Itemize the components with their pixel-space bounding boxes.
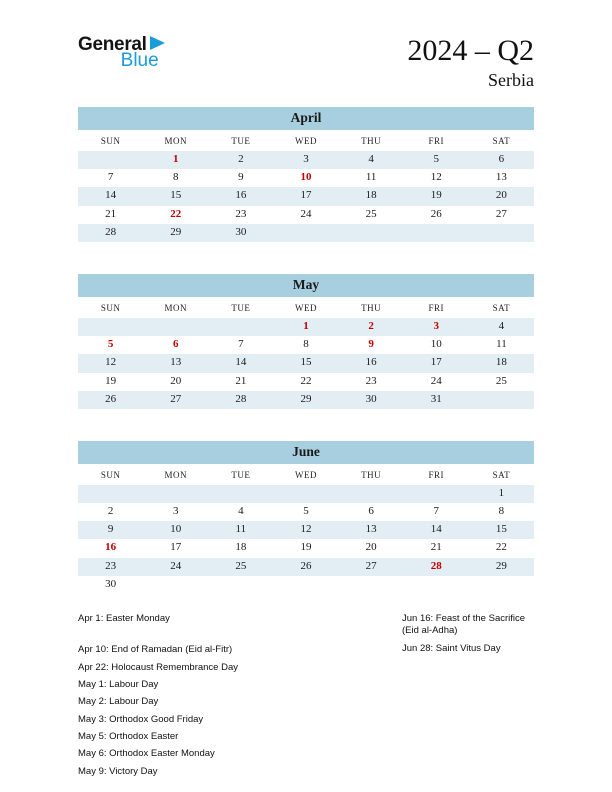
week-row <box>78 503 534 521</box>
day-june-21: 21 <box>430 541 442 554</box>
day-june-9: 9 <box>107 523 114 536</box>
logo-text-general: General <box>78 33 147 55</box>
day-june-19: 19 <box>300 541 312 554</box>
day-april-10: 10 <box>300 171 312 184</box>
page-subtitle: Serbia <box>488 70 534 90</box>
holiday-list <box>78 613 534 783</box>
month-may <box>78 274 534 409</box>
day-april-3: 3 <box>303 153 309 165</box>
week-row <box>78 391 534 409</box>
day-may-15: 15 <box>300 356 312 369</box>
day-june-24: 24 <box>170 559 182 572</box>
day-empty <box>339 224 404 242</box>
week-row <box>78 206 534 224</box>
day-header-tue: TUE <box>231 302 251 313</box>
day-june-30: 30 <box>105 577 117 590</box>
day-may-7: 7 <box>238 338 244 351</box>
day-may-30: 30 <box>365 392 377 405</box>
day-june-3: 3 <box>172 505 179 518</box>
day-may-20: 20 <box>170 374 182 387</box>
day-may-29: 29 <box>300 392 312 405</box>
day-april-6: 6 <box>498 153 505 165</box>
day-april-29: 29 <box>170 225 182 238</box>
day-may-25: 25 <box>495 374 507 387</box>
week-row <box>78 521 534 539</box>
day-may-10: 10 <box>430 338 442 351</box>
week-row <box>78 485 534 503</box>
day-empty <box>273 224 338 242</box>
month-title-june: June <box>78 441 534 464</box>
day-june-28: 28 <box>430 559 442 572</box>
day-june-5: 5 <box>303 505 309 518</box>
day-header-wed: WED <box>294 469 317 480</box>
day-may-23: 23 <box>365 374 377 387</box>
day-april-30: 30 <box>235 225 247 238</box>
months-container <box>78 107 534 594</box>
day-header-thu: THU <box>361 136 382 146</box>
day-june-18: 18 <box>235 541 247 554</box>
day-may-5: 5 <box>107 338 114 351</box>
day-may-13: 13 <box>170 356 182 369</box>
day-april-18: 18 <box>365 189 377 202</box>
day-june-10: 10 <box>170 523 182 536</box>
day-june-1: 1 <box>498 486 505 499</box>
day-april-14: 14 <box>105 189 117 202</box>
day-april-16: 16 <box>235 189 247 202</box>
day-empty <box>208 576 273 594</box>
day-header-tue: TUE <box>231 136 251 146</box>
holiday-item: Jun 28: Saint Vitus Day <box>402 642 501 654</box>
day-empty <box>273 485 338 503</box>
day-april-15: 15 <box>170 189 182 202</box>
day-empty <box>273 576 338 594</box>
day-april-24: 24 <box>300 207 312 220</box>
weekday-header-row <box>78 130 534 151</box>
holiday-item: Jun 16: Feast of the Sacrifice (Eid al-Adha) <box>402 613 526 637</box>
day-june-7: 7 <box>433 505 440 518</box>
day-header-fri: FRI <box>428 302 445 313</box>
day-april-22: 22 <box>170 207 182 220</box>
day-empty <box>469 576 534 594</box>
day-april-25: 25 <box>365 207 377 220</box>
week-row <box>78 558 534 576</box>
day-april-1: 1 <box>172 153 179 165</box>
day-header-sun: SUN <box>100 302 121 313</box>
day-header-mon: MON <box>164 136 187 146</box>
day-june-23: 23 <box>105 559 117 572</box>
week-row <box>78 187 534 205</box>
day-june-25: 25 <box>235 559 247 572</box>
day-april-8: 8 <box>172 171 179 184</box>
week-row <box>78 373 534 391</box>
day-may-21: 21 <box>235 374 247 387</box>
day-empty <box>404 224 469 242</box>
day-header-sat: SAT <box>492 469 511 480</box>
day-june-29: 29 <box>495 559 507 572</box>
week-row <box>78 318 534 336</box>
holiday-item: May 6: Orthodox Easter Monday <box>78 748 215 760</box>
day-may-2: 2 <box>368 319 374 332</box>
day-june-22: 22 <box>495 541 507 554</box>
day-june-17: 17 <box>170 541 182 554</box>
holiday-item: May 5: Orthodox Easter <box>78 731 179 743</box>
week-row <box>78 336 534 354</box>
page-title: 2024 – Q2 <box>407 34 534 67</box>
day-empty <box>143 485 208 503</box>
day-empty <box>339 485 404 503</box>
day-empty <box>78 485 143 503</box>
day-may-4: 4 <box>498 319 505 332</box>
day-header-sat: SAT <box>492 302 511 313</box>
day-may-31: 31 <box>430 392 442 405</box>
day-header-fri: FRI <box>428 469 445 480</box>
week-row <box>78 169 534 187</box>
day-may-19: 19 <box>105 374 117 387</box>
day-april-12: 12 <box>430 171 442 184</box>
day-may-18: 18 <box>495 356 507 369</box>
day-header-tue: TUE <box>231 469 251 480</box>
day-june-27: 27 <box>365 559 377 572</box>
day-header-sat: SAT <box>492 136 511 146</box>
day-header-wed: WED <box>294 302 317 313</box>
week-row <box>78 354 534 372</box>
day-may-14: 14 <box>235 356 247 369</box>
day-april-26: 26 <box>430 207 442 220</box>
month-april <box>78 107 534 242</box>
day-april-17: 17 <box>300 189 312 202</box>
title-block <box>407 34 534 91</box>
holidays-right <box>402 613 534 783</box>
day-may-28: 28 <box>235 392 247 405</box>
page-header <box>78 34 534 91</box>
logo-text-blue: Blue <box>120 50 159 71</box>
day-empty <box>208 485 273 503</box>
day-april-19: 19 <box>430 189 442 202</box>
day-june-13: 13 <box>365 523 377 536</box>
day-empty <box>404 485 469 503</box>
holiday-item: Apr 1: Easter Monday <box>78 613 170 624</box>
day-header-thu: THU <box>361 469 382 480</box>
day-june-14: 14 <box>430 523 442 536</box>
day-june-26: 26 <box>300 559 312 572</box>
month-title-april: April <box>78 107 534 130</box>
holiday-item: Apr 22: Holocaust Remembrance Day <box>78 661 238 673</box>
day-april-2: 2 <box>238 153 244 165</box>
day-june-16: 16 <box>105 541 117 554</box>
holiday-item: May 9: Victory Day <box>78 765 158 777</box>
month-june <box>78 441 534 594</box>
day-may-12: 12 <box>105 356 117 369</box>
day-may-9: 9 <box>368 338 374 351</box>
day-april-5: 5 <box>433 153 440 165</box>
day-june-8: 8 <box>498 505 505 518</box>
day-may-24: 24 <box>430 374 442 387</box>
day-empty <box>78 318 143 336</box>
day-may-1: 1 <box>303 319 309 332</box>
day-april-23: 23 <box>235 207 247 220</box>
week-row <box>78 151 534 169</box>
day-header-thu: THU <box>361 302 382 313</box>
day-april-21: 21 <box>105 207 117 220</box>
day-april-4: 4 <box>368 153 374 165</box>
week-row <box>78 224 534 242</box>
day-june-4: 4 <box>238 505 244 518</box>
weekday-header-row <box>78 464 534 485</box>
day-may-26: 26 <box>105 392 117 405</box>
day-june-6: 6 <box>368 505 374 518</box>
day-empty <box>78 151 143 169</box>
day-may-6: 6 <box>172 338 179 351</box>
day-may-17: 17 <box>430 356 442 369</box>
day-june-2: 2 <box>107 505 114 518</box>
week-row <box>78 539 534 557</box>
general-blue-logo <box>78 34 165 70</box>
day-header-mon: MON <box>164 302 187 313</box>
day-header-sun: SUN <box>100 469 121 480</box>
day-may-16: 16 <box>365 356 377 369</box>
day-april-28: 28 <box>105 225 117 238</box>
day-june-20: 20 <box>365 541 377 554</box>
day-empty <box>143 576 208 594</box>
day-june-15: 15 <box>495 523 507 536</box>
day-empty <box>469 391 534 409</box>
month-title-may: May <box>78 274 534 297</box>
holidays-left <box>78 613 402 783</box>
day-june-11: 11 <box>235 523 247 536</box>
day-empty <box>404 576 469 594</box>
day-april-9: 9 <box>238 171 244 184</box>
day-header-wed: WED <box>294 136 317 146</box>
day-may-27: 27 <box>170 392 182 405</box>
day-may-11: 11 <box>496 338 507 351</box>
day-april-20: 20 <box>495 189 507 202</box>
day-may-8: 8 <box>303 338 309 351</box>
day-april-7: 7 <box>107 171 114 184</box>
day-header-sun: SUN <box>100 136 121 146</box>
day-empty <box>208 318 273 336</box>
holiday-item: May 1: Labour Day <box>78 679 159 691</box>
day-empty <box>469 224 534 242</box>
weekday-header-row <box>78 297 534 318</box>
day-header-mon: MON <box>164 469 187 480</box>
day-empty <box>143 318 208 336</box>
day-april-27: 27 <box>495 207 507 220</box>
holiday-item: May 3: Orthodox Good Friday <box>78 713 204 725</box>
day-empty <box>339 576 404 594</box>
day-june-12: 12 <box>300 523 312 536</box>
day-header-fri: FRI <box>428 136 445 146</box>
holiday-item: May 2: Labour Day <box>78 696 159 708</box>
day-april-11: 11 <box>365 171 377 184</box>
day-may-22: 22 <box>300 374 312 387</box>
day-april-13: 13 <box>495 171 507 184</box>
holiday-item: Apr 10: End of Ramadan (Eid al-Fitr) <box>78 644 233 656</box>
week-row <box>78 576 534 594</box>
day-may-3: 3 <box>433 319 440 332</box>
